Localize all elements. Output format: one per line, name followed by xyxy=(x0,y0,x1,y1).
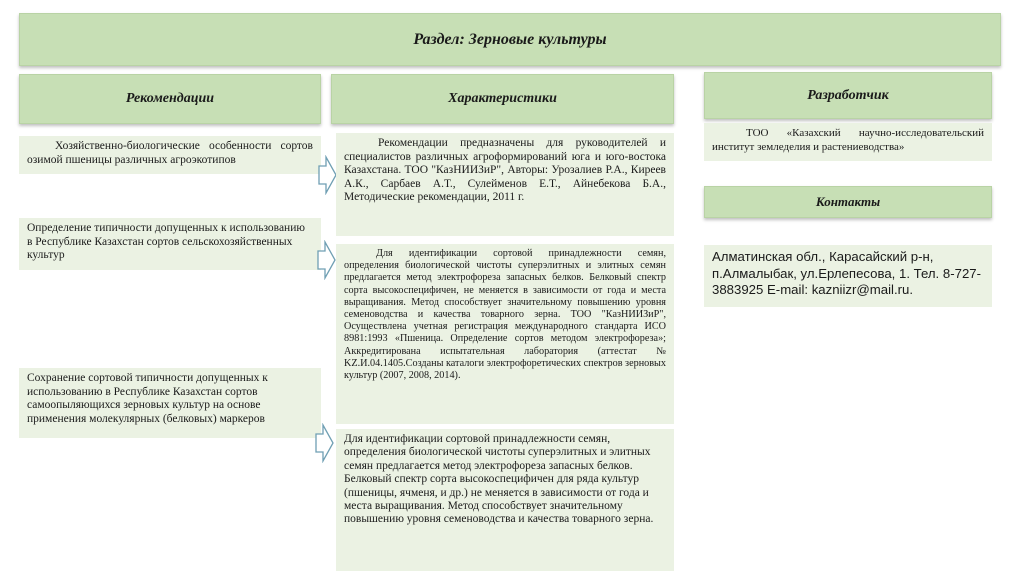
developer-text: ТОО «Казахский научно-исследовательский институт земледелия и растениеводства» xyxy=(712,127,984,153)
characteristic-text: Для идентификации сортовой принадлежности семян, определения биологической чистоты суперэлитных и элитных семян предлагается метод электрофореза запасных белков. Белковый спектр сорта высокоспецифичен для ряда культур (пшеницы, ячменя, и др.) не меняется в зависимости от года и места выращивания. Метод способствует значительному повышению уровня семеноводства и качества товарного зерна. xyxy=(344,433,654,526)
arrow-right-icon xyxy=(317,240,337,280)
header-developer xyxy=(704,72,992,119)
header-recommendations-label: Рекомендации xyxy=(125,91,215,106)
recommendation-item xyxy=(19,136,321,174)
contacts-text: Алматинская обл., Карасайский р-н, п.Алмалыбак, ул.Ерлепесова, 1. Тел. 8-727-3883925 E-mail: kazniizr@mail.ru. xyxy=(712,249,982,297)
characteristic-item xyxy=(336,429,674,571)
header-characteristics xyxy=(331,74,674,124)
characteristic-item xyxy=(336,133,674,236)
characteristic-text: Рекомендации предназначены для руководителей и специалистов различных агроформирований юга и юго-востока Казахстана. ТОО "КазНИИЗиР", Авторы: Урозалиев Р.А., Киреев А.К., Сарбаев А.Т., Сулейменов Е.Т., Айнебекова Б.А., Методические рекомендации, 2011 г. xyxy=(344,137,666,204)
developer-info xyxy=(704,123,992,161)
contacts-info xyxy=(704,245,992,307)
recommendation-item xyxy=(19,368,321,438)
characteristic-item xyxy=(336,244,674,424)
header-developer-label: Разработчик xyxy=(807,87,889,103)
characteristic-text: Для идентификации сортовой принадлежности семян, определения биологической чистоты суперэлитных и элитных семян предлагается метод электрофореза запасных белков. Белковый спектр сорта высокоспецифичен, не меняется в зависимости от года и места выращивания. Метод способствует значительному повышению уровня семеноводства и качества товарного зерна. ТОО "КазНИИЗиР", Осуществлена учетная регистрация международного стандарта ИСО 8981:1993 «Пшеница. Определение сортов методом электрофореза»; Аккредитирована испытательная лаборатория (аттестат № KZ.И.04.1405.Созданы каталоги электрофоретических спектров зерновых культур (2007, 2008, 2014). xyxy=(344,248,666,382)
header-contacts-label: Контакты xyxy=(815,194,881,209)
page-title-text: Раздел: Зерновые культуры xyxy=(413,30,607,48)
recommendation-text: Сохранение сортовой типичности допущенных к использованию в Республике Казахстан сортов самоопыляющихся зерновых культур на основе применения молекулярных (белковых) маркеров xyxy=(27,372,268,425)
header-contacts xyxy=(704,186,992,218)
page-title xyxy=(19,13,1001,66)
header-recommendations xyxy=(19,74,321,124)
arrow-right-icon xyxy=(315,423,335,463)
recommendation-item xyxy=(19,218,321,270)
header-characteristics-label: Характеристики xyxy=(448,91,557,106)
recommendation-text: Хозяйственно-биологические особенности сортов озимой пшеницы различных агроэкотипов xyxy=(27,140,313,166)
recommendation-text: Определение типичности допущенных к использованию в Республике Казахстан сортов сельскохозяйственных культур xyxy=(27,222,305,262)
arrow-right-icon xyxy=(318,155,338,195)
